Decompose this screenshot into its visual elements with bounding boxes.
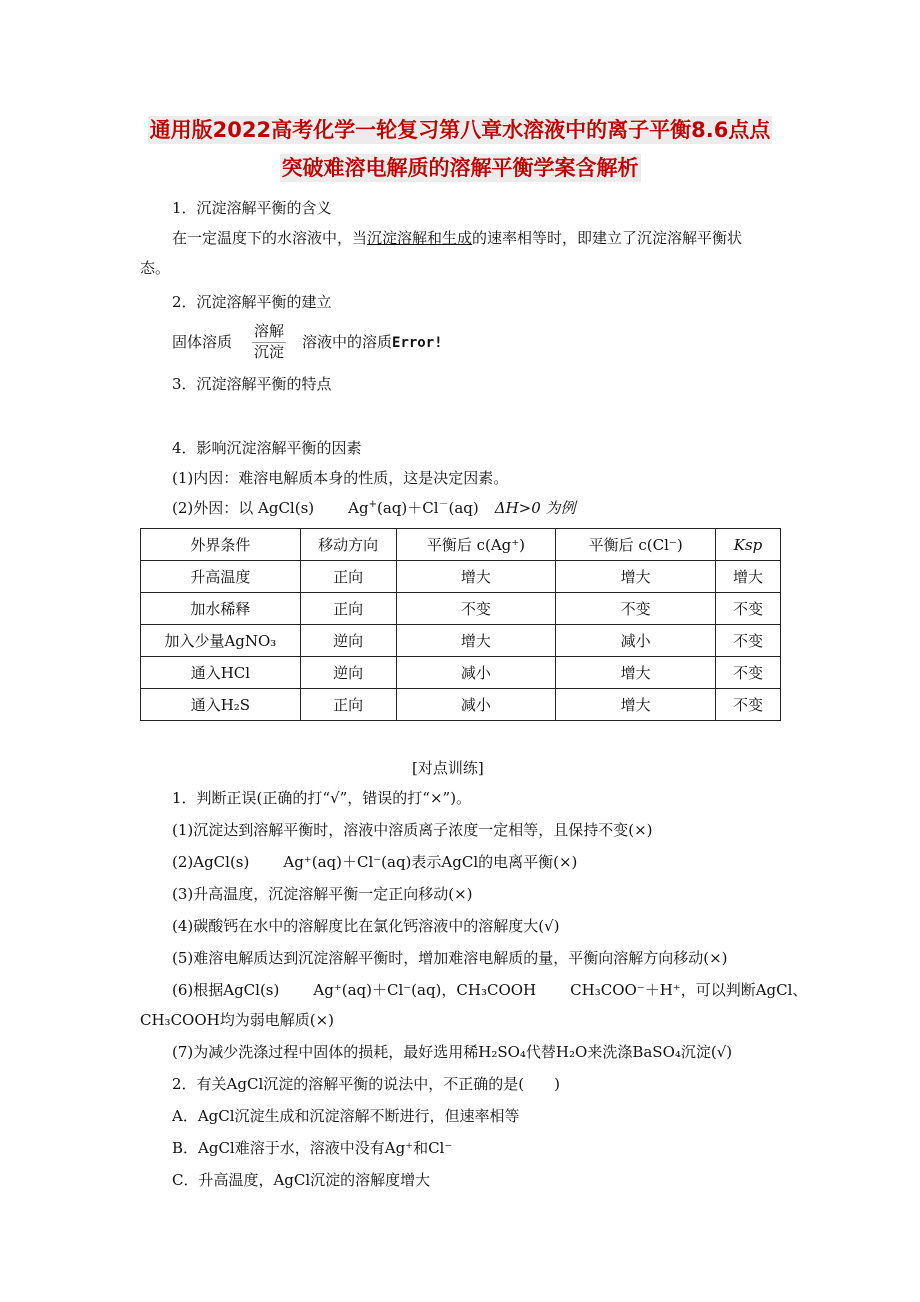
judge-item-5: (5)难溶电解质达到沉淀溶解平衡时，增加难溶电解质的量，平衡向溶解方向移动(×) [172,949,728,967]
table-cell: 减小 [556,625,716,657]
table-row [141,593,781,625]
table-cell: 逆向 [300,657,396,689]
table-row [141,625,781,657]
document-title-line-1: 通用版2022高考化学一轮复习第八章水溶液中的离子平衡8.6点点 [149,118,771,142]
practice-label: [对点训练] [412,759,484,777]
document-title-line-2: 突破难溶电解质的溶解平衡学案含解析 [281,156,639,180]
table-header-cell: 平衡后 c(Ag⁺) [396,529,556,561]
table-cell: 通入HCl [141,657,301,689]
judge-item-6-cont: CH₃COOH均为弱电解质(×) [140,1011,334,1029]
judge-item-4: (4)碳酸钙在水中的溶解度比在氯化钙溶液中的溶解度大(√) [172,917,560,935]
table-cell: 增大 [556,657,716,689]
table-cell: 减小 [396,657,556,689]
table-header-row [141,529,781,561]
equilibrium-left: 固体溶质 [172,333,233,351]
judge-item-2: (2)AgCl(s) Ag⁺(aq)＋Cl⁻(aq)表示AgCl的电离平衡(×) [172,853,578,871]
section-3-heading: 3．沉淀溶解平衡的特点 [172,375,332,393]
table-cell: 不变 [716,657,781,689]
table-header-cell: 外界条件 [141,529,301,561]
question-2: 2．有关AgCl沉淀的溶解平衡的说法中，不正确的是( ) [172,1075,560,1093]
table-cell: 不变 [716,689,781,721]
factors-table [140,528,781,721]
section-1-paragraph: 在一定温度下的水溶液中，当沉淀溶解和生成的速率相等时，即建立了沉淀溶解平衡状 [172,229,743,247]
error-text: Error! [392,335,443,351]
table-cell: 不变 [556,593,716,625]
table-cell: 正向 [300,561,396,593]
table-cell: 增大 [716,561,781,593]
equilibrium-arrow-bottom-label: 沉淀 [253,343,284,361]
equilibrium-arrow-top-label: 溶解 [253,322,284,340]
table-header-cell: 移动方向 [300,529,396,561]
external-factor: (2)外因：以 AgCl(s) Ag+(aq)＋Cl－(aq) ΔH>0 为例 [172,499,576,517]
table-cell: 逆向 [300,625,396,657]
table-row [141,689,781,721]
table-cell: 不变 [396,593,556,625]
table-cell: 正向 [300,593,396,625]
underlined-blank: 沉淀溶解和生成 [367,229,473,247]
table-cell: 不变 [716,593,781,625]
judge-item-1: (1)沉淀达到溶解平衡时，溶液中溶质离子浓度一定相等，且保持不变(×) [172,821,653,839]
internal-factor: (1)内因：难溶电解质本身的性质，这是决定因素。 [172,469,509,487]
table-cell: 增大 [396,625,556,657]
table-cell: 增大 [556,561,716,593]
table-cell: 通入H₂S [141,689,301,721]
equilibrium-right: 溶液中的溶质Error! [302,333,443,351]
table-header-cell: 平衡后 c(Cl⁻) [556,529,716,561]
table-cell: 增大 [396,561,556,593]
section-1-heading: 1．沉淀溶解平衡的含义 [172,199,332,217]
option-a: A．AgCl沉淀生成和沉淀溶解不断进行，但速率相等 [172,1107,520,1125]
table-header-cell: Ksp [716,529,781,561]
table-cell: 加入少量AgNO₃ [141,625,301,657]
judge-item-6: (6)根据AgCl(s) Ag⁺(aq)＋Cl⁻(aq)，CH₃COOH CH₃COO⁻＋H⁺，可以判断AgCl、 [172,981,808,999]
section-2-heading: 2．沉淀溶解平衡的建立 [172,293,332,311]
option-c: C．升高温度，AgCl沉淀的溶解度增大 [172,1171,431,1189]
table-cell: 正向 [300,689,396,721]
table-row [141,657,781,689]
section-4-heading: 4．影响沉淀溶解平衡的因素 [172,439,362,457]
option-b: B．AgCl难溶于水，溶液中没有Ag⁺和Cl⁻ [172,1139,453,1157]
table-row [141,561,781,593]
question-1: 1．判断正误(正确的打“√”，错误的打“×”)。 [172,789,472,807]
judge-item-7: (7)为减少洗涤过程中固体的损耗，最好选用稀H₂SO₄代替H₂O来洗涤BaSO₄沉淀(√) [172,1043,733,1061]
judge-item-3: (3)升高温度，沉淀溶解平衡一定正向移动(×) [172,885,473,903]
table-cell: 增大 [556,689,716,721]
table-cell: 减小 [396,689,556,721]
section-1-paragraph-cont: 态。 [140,259,171,277]
table-cell: 升高温度 [141,561,301,593]
table-cell: 加水稀释 [141,593,301,625]
table-cell: 不变 [716,625,781,657]
